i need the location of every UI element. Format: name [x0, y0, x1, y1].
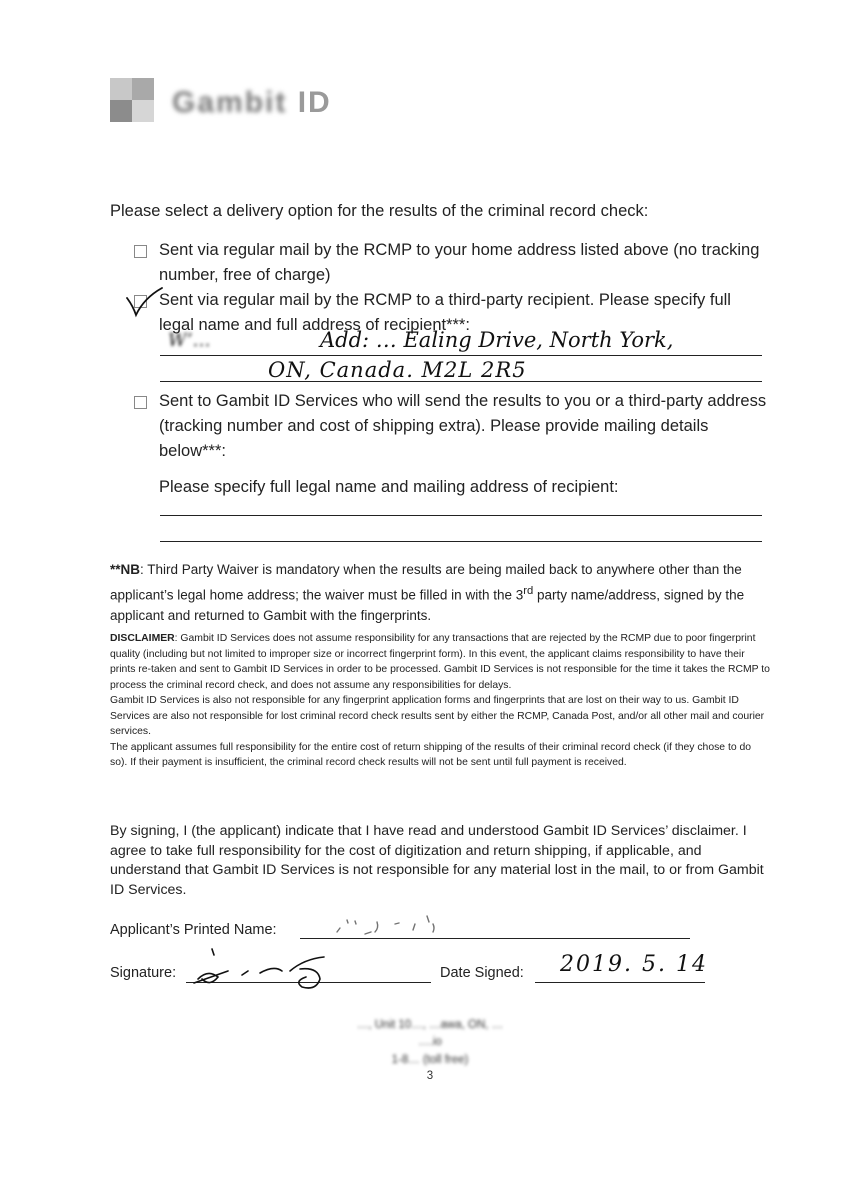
- date-signed-label: Date Signed:: [440, 965, 524, 981]
- footer-address: …, Unit 10…, …awa, ON, …: [356, 1019, 504, 1031]
- option-1-checkbox[interactable]: [134, 245, 147, 258]
- mailing-line-1: [160, 515, 762, 516]
- disclaimer-paragraph-3: The applicant assumes full responsibility for the entire cost of return shipping of the results of their criminal record check (if they chose to do so). If their payment is insufficient, the criminal record check results will not be sent until full payment is received.: [110, 741, 752, 768]
- checkmark-icon: [124, 286, 164, 320]
- nb-note: [110, 560, 760, 626]
- logo-text-id: ID: [297, 86, 332, 119]
- logo-text: [172, 86, 332, 120]
- logo-square: [132, 78, 154, 100]
- disclaimer-label: DISCLAIMER: [110, 633, 175, 644]
- nb-text: : Third Party Waiver is mandatory when the results are being mailed back to anywhere other than the applicant’s legal home address; the waiver must be filled in with the 3: [110, 562, 742, 602]
- option-2-text: Sent via regular mail by the RCMP to a third-party recipient. Please specify full legal name and full address of recipient***:: [159, 291, 731, 334]
- printed-name-label: Applicant’s Printed Name:: [110, 922, 277, 938]
- logo-square: [110, 100, 132, 122]
- page-number: 3: [426, 1070, 434, 1082]
- redacted-name-marks: [325, 912, 455, 938]
- company-logo: [110, 78, 350, 128]
- date-signed-field[interactable]: [535, 982, 705, 983]
- consent-statement: By signing, I (the applicant) indicate that I have read and understood Gambit ID Services’ disclaimer. I agree to take full responsibility for the cost of digitization and return shipping, if applicable, and understand that Gambit ID Services is not responsible for any material lost in the mail, to or from Gambit ID Services.: [110, 823, 764, 898]
- disclaimer-paragraph-2: Gambit ID Services is also not responsible for any fingerprint application forms and fingerprints that are lost on their way to us. Gambit ID Services are also not responsible for lost criminal record check results sent by either the RCMP, Canada Post, and/or all other mail and courier services.: [110, 695, 765, 737]
- option-3-checkbox[interactable]: [134, 396, 147, 409]
- disclaimer-paragraph-1: : Gambit ID Services does not assume responsibility for any transactions that are rejected by the RCMP due to poor fingerprint quality (including but not limited to improper size or incorrect fingerprint form). In this event, the applicant claims responsibility to have their prints re-taken and sent to Gambit ID Services in order to be processed. Gambit ID Services is not responsible for the time it takes the RCMP to process the criminal record check, and does not assume any responsibilities for delays.: [110, 633, 770, 691]
- option-3-text: Sent to Gambit ID Services who will send the results to you or a third-party address (tracking number and cost of shipping extra). Please provide mailing details below***:: [159, 392, 767, 460]
- nb-text-end: party name/address, signed by the applicant and returned to Gambit with the fingerprints.: [110, 587, 745, 623]
- delivery-heading: Please select a delivery option for the results of the criminal record check:: [110, 202, 649, 220]
- printed-name-field[interactable]: [300, 938, 690, 939]
- handwritten-date: 2019. 5. 14: [560, 952, 708, 977]
- option-3-specify-text: Please specify full legal name and mailing address of recipient:: [159, 478, 619, 496]
- nb-label: **NB: [110, 562, 141, 577]
- option-1-text: Sent via regular mail by the RCMP to your home address listed above (no tracking number, free of charge): [159, 241, 760, 284]
- footer-phone: 1-8… (toll free): [391, 1054, 469, 1066]
- logo-text-blurred: Gambit: [172, 86, 288, 119]
- footer-email: ….io: [418, 1036, 442, 1048]
- disclaimer: [110, 631, 770, 771]
- address-line-1: [160, 355, 762, 356]
- handwritten-signature: [190, 945, 360, 995]
- logo-square: [110, 78, 132, 100]
- signature-label: Signature:: [110, 965, 177, 981]
- handwritten-address-line1: Add: … Ealing Drive, North York,: [320, 328, 674, 352]
- nb-superscript: rd: [523, 584, 534, 597]
- handwritten-name: W’…: [168, 330, 211, 351]
- handwritten-address-line2: ON, Canada. M2L 2R5: [268, 358, 527, 382]
- logo-square: [132, 100, 154, 122]
- address-line-2: [160, 381, 762, 382]
- mailing-line-2: [160, 541, 762, 542]
